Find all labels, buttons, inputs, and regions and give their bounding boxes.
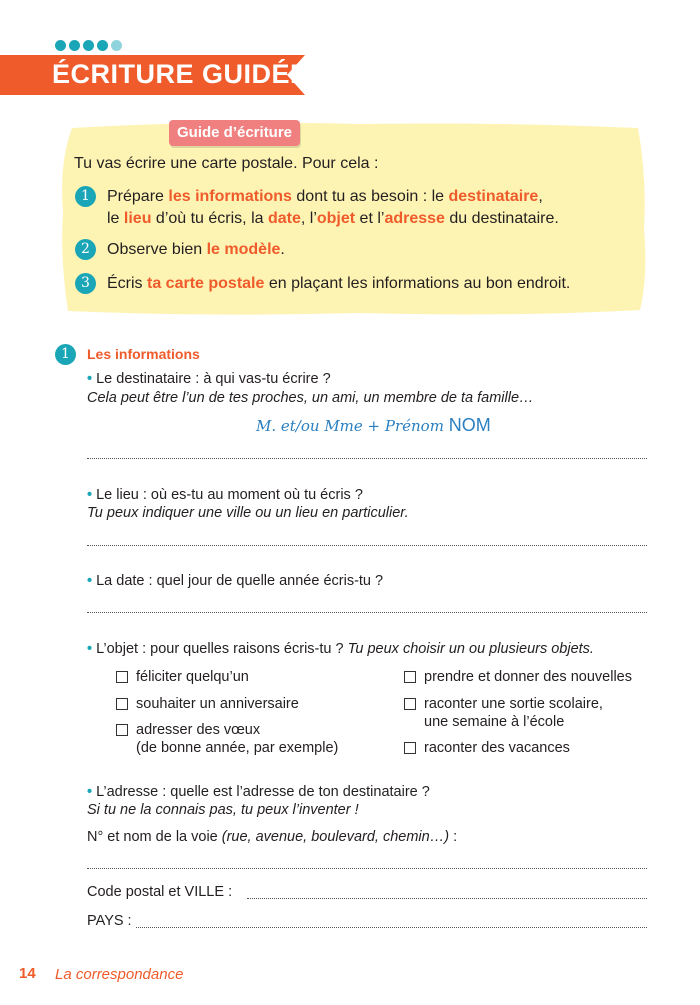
page-title: ÉCRITURE GUIDÉE xyxy=(52,59,309,89)
title-banner xyxy=(0,55,309,95)
answer-line-lieu[interactable] xyxy=(87,545,647,546)
step-number: 3 xyxy=(75,273,96,294)
checkbox-icon[interactable] xyxy=(404,698,416,710)
progress-dot xyxy=(55,40,66,51)
checkbox-icon[interactable] xyxy=(116,671,128,683)
guide-step-2 xyxy=(75,239,635,261)
progress-dot xyxy=(97,40,108,51)
section-number: 1 xyxy=(55,344,76,365)
answer-line-code-postal[interactable] xyxy=(247,898,647,899)
guide-step-3 xyxy=(75,273,635,295)
checkbox-icon[interactable] xyxy=(404,742,416,754)
answer-line-voie[interactable] xyxy=(87,868,647,869)
step-number: 1 xyxy=(75,186,96,207)
guide-step-1 xyxy=(75,186,635,232)
chapter-title: La correspondance xyxy=(55,966,184,983)
progress-dot-empty xyxy=(111,40,122,51)
step-line: Prépare les informations dont tu as besoin : le destinataire, xyxy=(107,188,543,205)
hint-destinataire: Cela peut être l’un de tes proches, un ami, un membre de ta famille… xyxy=(87,390,534,406)
step-number: 2 xyxy=(75,239,96,260)
step-line: le lieu d’où tu écris, la date, l’objet et l’adresse du destinataire. xyxy=(107,210,559,227)
question-adresse: • L’adresse : quelle est l’adresse de ton destinataire ? xyxy=(87,784,430,800)
checkbox-icon[interactable] xyxy=(116,698,128,710)
adresse-voie-label: N° et nom de la voie (rue, avenue, boulevard, chemin…) : xyxy=(87,829,458,845)
code-postal-label: Code postal et VILLE : xyxy=(87,884,233,900)
pays-label: PAYS : xyxy=(87,913,132,929)
answer-line-date[interactable] xyxy=(87,612,647,613)
question-destinataire: • Le destinataire : à qui vas-tu écrire ? xyxy=(87,371,331,387)
question-lieu: • Le lieu : où es-tu au moment où tu écris ? xyxy=(87,487,363,503)
step-text: Écris ta carte postale en plaçant les informations au bon endroit. xyxy=(107,275,571,292)
answer-line-pays[interactable] xyxy=(136,927,647,928)
guide-intro: Tu vas écrire une carte postale. Pour cela : xyxy=(74,155,379,172)
progress-dot xyxy=(83,40,94,51)
question-date: • La date : quel jour de quelle année écris-tu ? xyxy=(87,573,384,589)
checkbox-icon[interactable] xyxy=(404,671,416,683)
step-text: Observe bien le modèle. xyxy=(107,241,285,258)
example-handwriting: M. et/ou Mme + Prénom NOM xyxy=(256,415,491,435)
answer-line-destinataire[interactable] xyxy=(87,458,647,459)
hint-adresse: Si tu ne la connais pas, tu peux l’inventer ! xyxy=(87,802,359,818)
hint-lieu: Tu peux indiquer une ville ou un lieu en particulier. xyxy=(87,505,409,521)
progress-dot xyxy=(69,40,80,51)
page-number: 14 xyxy=(19,965,36,982)
step-text xyxy=(107,186,559,230)
progress-dots xyxy=(55,40,122,51)
checkbox-icon[interactable] xyxy=(116,724,128,736)
section-title: Les informations xyxy=(87,346,200,362)
guide-label: Guide d’écriture xyxy=(169,120,300,146)
question-objet: • L’objet : pour quelles raisons écris-tu ? Tu peux choisir un ou plusieurs objets. xyxy=(87,641,594,657)
